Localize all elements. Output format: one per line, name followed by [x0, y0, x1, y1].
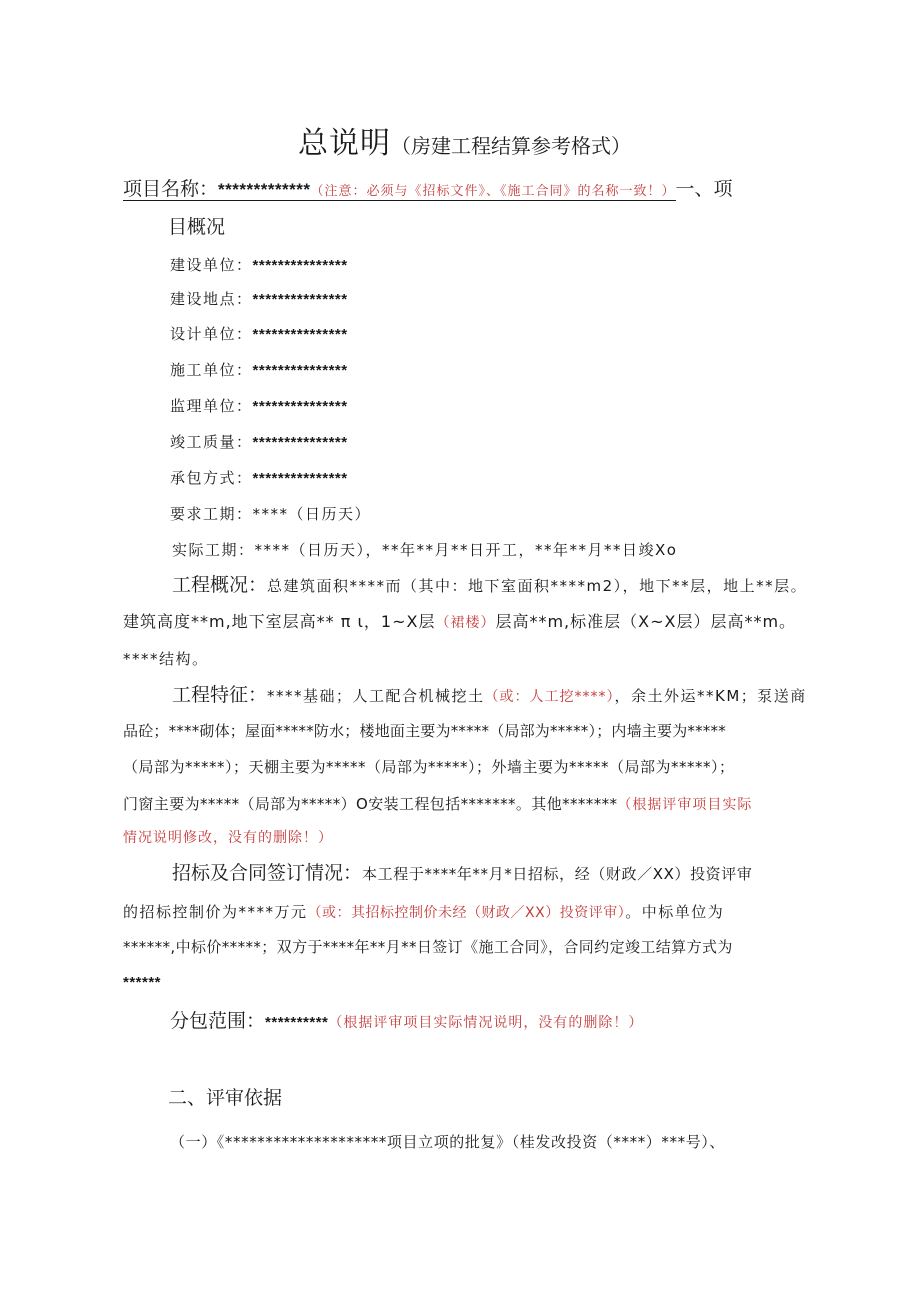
engineering-features-line4: 门窗主要为*****（局部为*****）O安装工程包括*******。其他*******（根据评审项目实际 [123, 795, 753, 813]
project-name-value: ************* [218, 180, 311, 199]
engineering-overview-line1: 工程概况：总建筑面积****而（其中：地下室面积****m2），地下**层，地上**层。 [172, 574, 808, 596]
field-design-unit: 设计单位：*************** [170, 325, 348, 343]
engineering-features-line3: （局部为*****）；天棚主要为*****（局部为*****）；外墙主要为*****（局部为*****）； [123, 758, 735, 776]
actual-period: 实际工期：****（日历天），**年**月**日开工，**年**月**日竣Xo [172, 541, 678, 559]
engineering-features-label: 工程特征： [172, 684, 268, 706]
engineering-overview-line2: 建筑高度**m,地下室层高** π ι，1~X层（裙楼）层高**m,标准层（X~X层）层高**m。 [123, 612, 797, 631]
engineering-overview-line3: ****结构。 [123, 650, 209, 668]
field-completion-quality: 竣工质量：*************** [170, 433, 348, 451]
tender-contract-line3: ******,中标价*****；双方于****年**月**日签订《施工合同》，合同约定竣工结算方式为 [123, 938, 733, 956]
document-title [298, 126, 631, 162]
project-name-note: （注意：必须与《招标文件》、《施工合同》的名称一致！） [310, 184, 676, 199]
field-contract-mode: 承包方式：*************** [170, 469, 348, 487]
engineering-overview-label: 工程概况： [172, 574, 268, 596]
project-name-label: 项目名称： [123, 178, 219, 200]
title-main: 总说明 [298, 126, 391, 161]
tender-contract-line1: 招标及合同签订情况：本工程于****年**月*日招标，经（财政／XX）投资评审 [172, 862, 753, 884]
field-supervision-unit: 监理单位：*************** [170, 397, 348, 415]
engineering-features-line2: 品砼；****砌体；屋面*****防水；楼地面主要为*****（局部为*****）；内墙主要为***** [123, 722, 726, 740]
title-subtitle: （房建工程结算参考格式） [391, 134, 631, 158]
engineering-features-line1: 工程特征：****基础；人工配合机械挖土（或：人工挖****），余土外运**KM；泵送商 [172, 684, 807, 706]
tender-contract-line4: ****** [123, 974, 162, 991]
tender-contract-label: 招标及合同签订情况： [172, 862, 363, 884]
field-required-period: 要求工期：****（日历天） [170, 505, 372, 523]
field-construction-unit: 建设单位：*************** [170, 256, 348, 274]
field-construction-site: 建设地点：*************** [170, 290, 348, 308]
section1-heading-start: 一、项 [675, 178, 733, 200]
project-name-line [123, 178, 733, 201]
section1-heading-end: 目概况 [168, 216, 226, 238]
section2-heading: 二、评审依据 [168, 1087, 283, 1109]
project-name-underlined [123, 180, 676, 201]
subcontract-line: 分包范围：**********（根据评审项目实际情况说明，没有的删除！） [170, 1010, 644, 1032]
subcontract-label: 分包范围： [170, 1010, 266, 1032]
field-contractor-unit: 施工单位：*************** [170, 361, 348, 379]
section2-item1: （一）《********************项目立项的批复》（桂发改投资（****）***号）、 [170, 1133, 726, 1151]
engineering-features-line5: 情况说明修改，没有的删除！） [123, 830, 333, 846]
tender-contract-line2: 的招标控制价为****万元（或：其招标控制价未经（财政／XX）投资评审）。中标单位为 [123, 903, 725, 921]
